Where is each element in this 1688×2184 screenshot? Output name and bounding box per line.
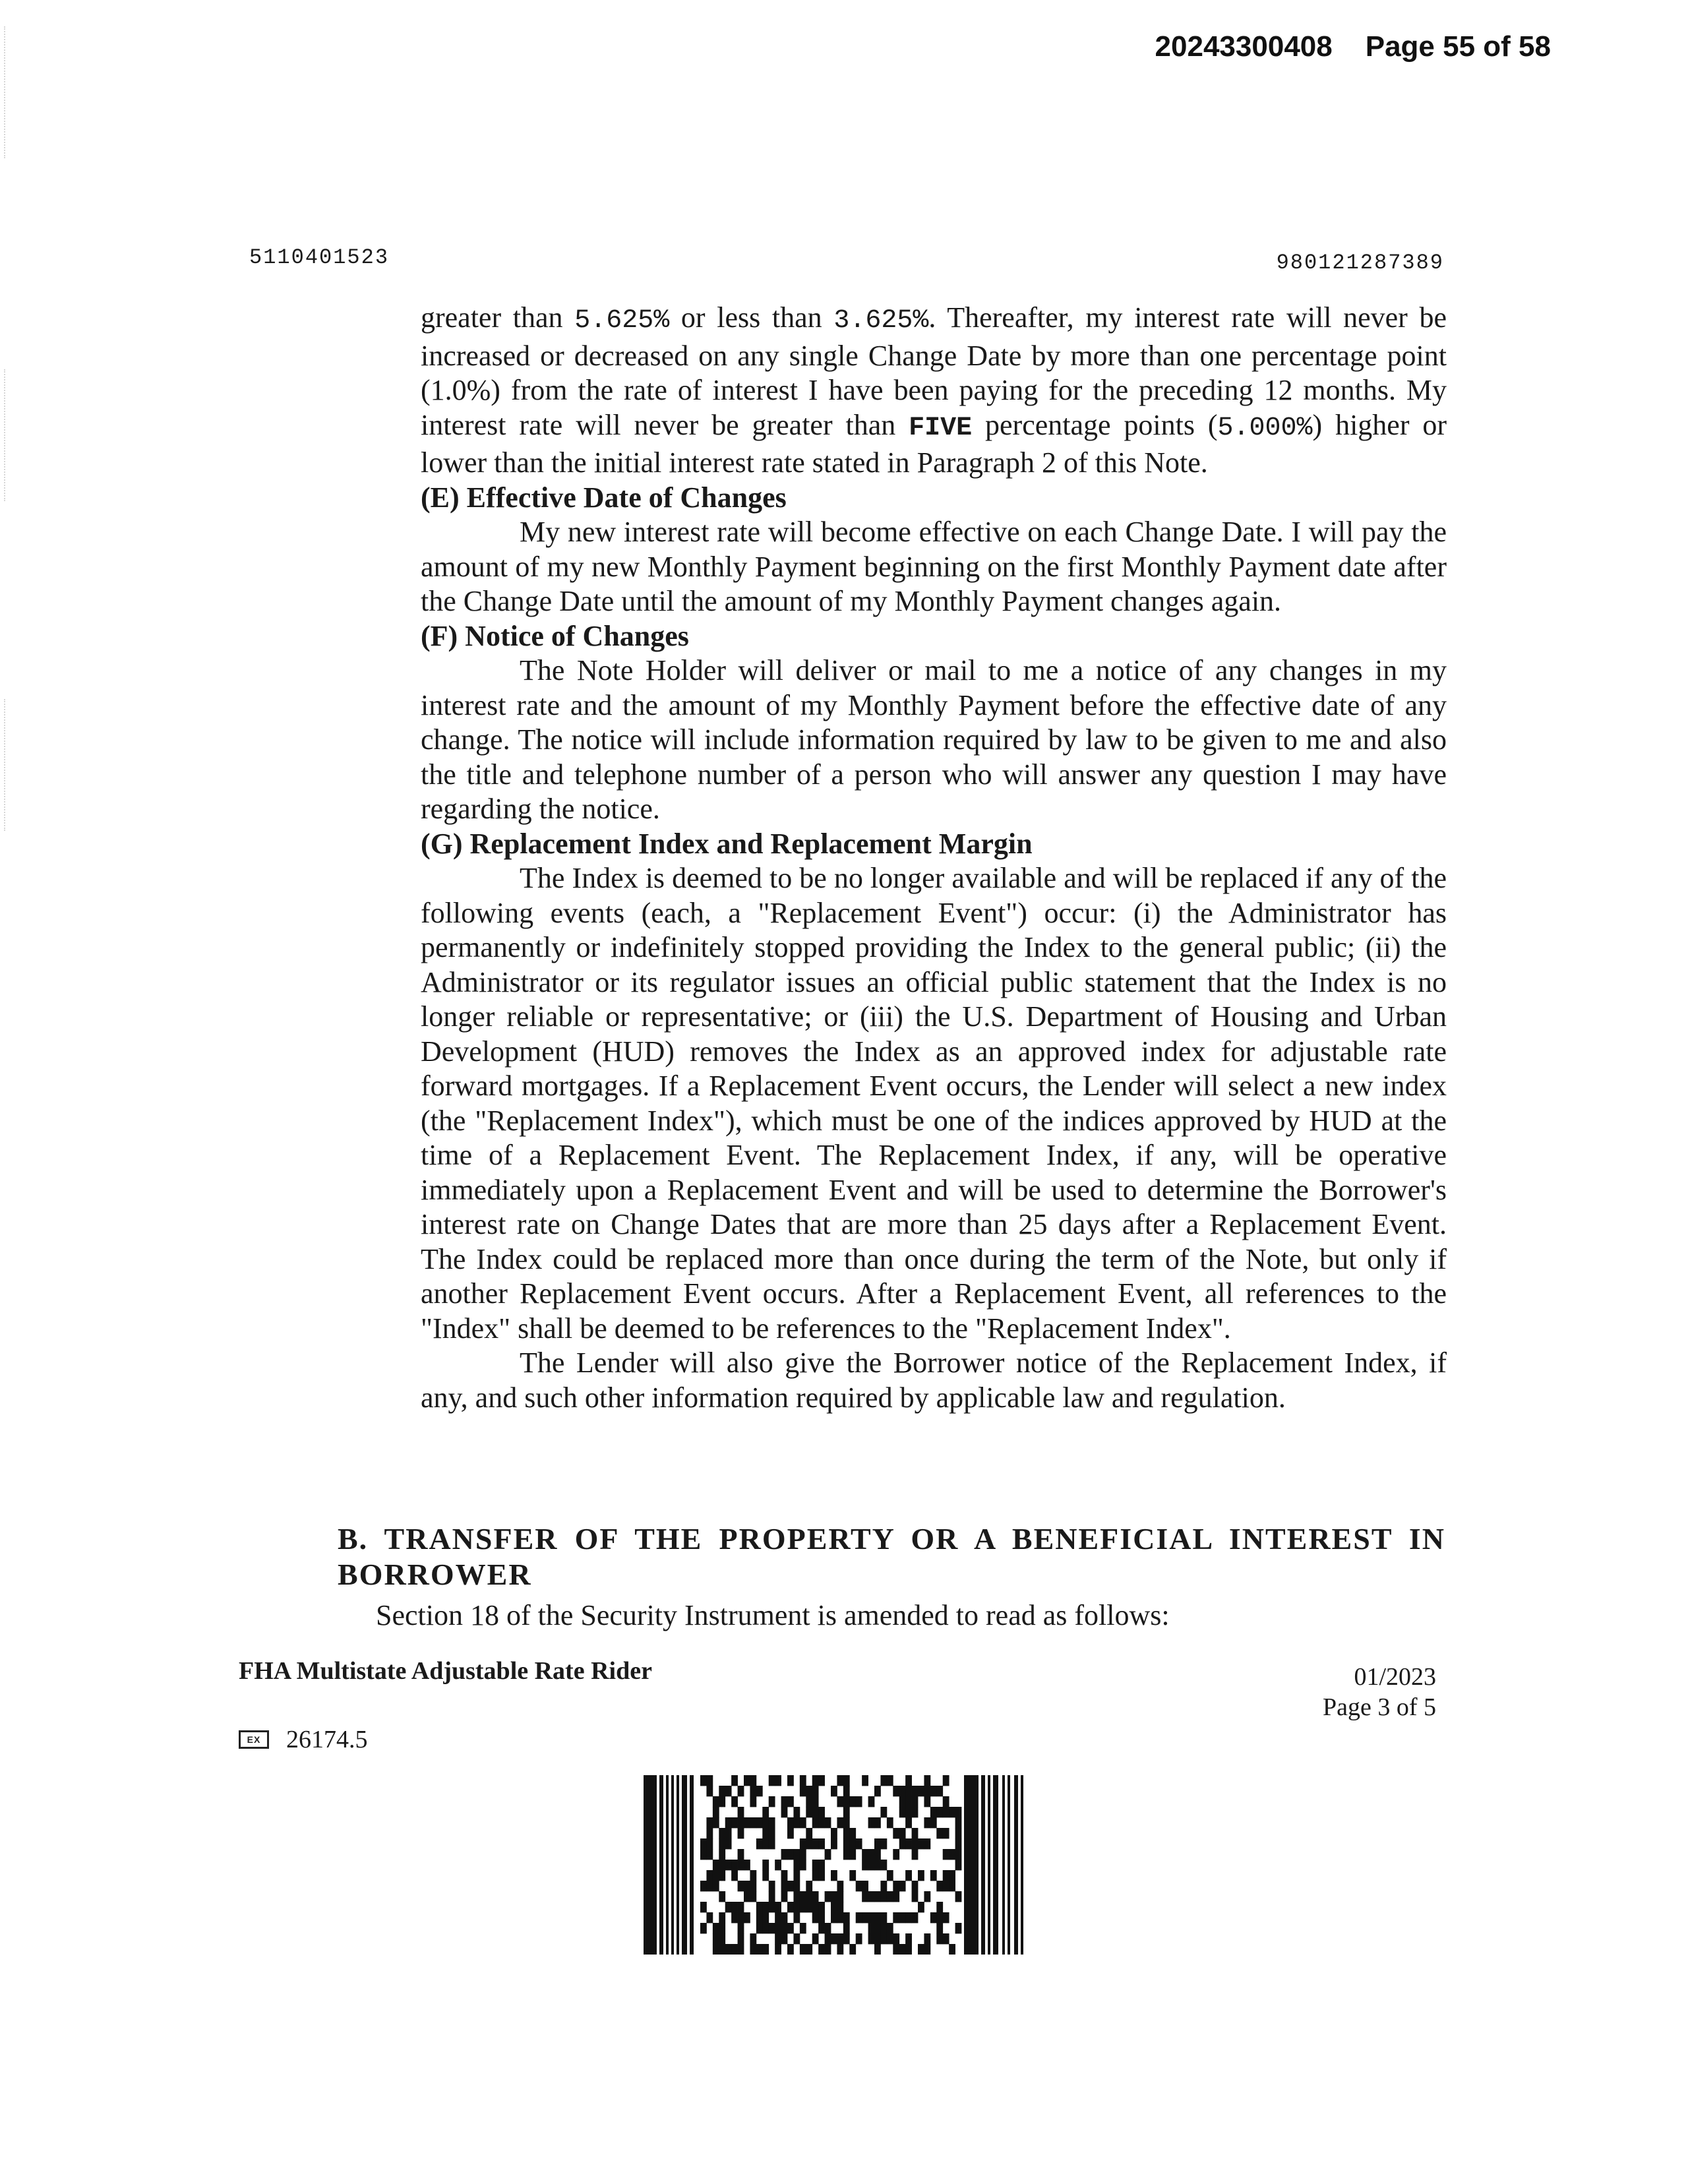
heading-effective-date: (E) Effective Date of Changes bbox=[421, 481, 787, 514]
document-body bbox=[421, 301, 1447, 1415]
heading-notice-of-changes: (F) Notice of Changes bbox=[421, 619, 689, 652]
ellie-mae-logo-icon: EX bbox=[239, 1730, 269, 1749]
paragraph-replacement-index: The Index is deemed to be no longer available and will be replaced if any of the following events (each, a "Replacement Event") occur: (i) the Administrator has permanently or indefinitely stopped providing the Index to the general public; (ii) the Administrator or its regulator issues an official public statement that the Index is no longer reliable or representative; or (iii) the U.S. Department of Housing and Urban Development (HUD) removes the Index as an approved index for adjustable rate forward mortgages. If a Replacement Event occurs, the Lender will select a new index (the "Replacement Index"), which must be one of the indices approved by HUD at the time of a Replacement Event. The Replacement Index, if any, will be operative immediately upon a Replacement Event and will be used to determine the Borrower's interest rate on Change Dates that are more than 25 days after a Replacement Event. The Index could be replaced more than once during the term of the Note, but only if another Replacement Event occurs. After a Replacement Event, all references to the "Index" shall be deemed to be references to the "Replacement Index". bbox=[421, 862, 1447, 1345]
form-code bbox=[239, 1725, 368, 1754]
recording-stamp bbox=[1155, 30, 1551, 63]
section-b-text: Section 18 of the Security Instrument is amended to read as follows: bbox=[376, 1599, 1170, 1631]
paragraph-effective-date: My new interest rate will become effective on each Change Date. I will pay the amount of my new Monthly Payment beginning on the first Monthly Payment date after the Change Date until the amount of my Monthly Payment changes again. bbox=[421, 516, 1447, 617]
pdf417-barcode-icon bbox=[644, 1775, 1026, 1955]
loan-number-left: 5110401523 bbox=[249, 245, 390, 270]
form-date: 01/2023 bbox=[1354, 1663, 1436, 1691]
scan-mark bbox=[4, 699, 11, 831]
loan-number-right: 980121287389 bbox=[1276, 251, 1444, 275]
form-code-number: 26174.5 bbox=[286, 1726, 368, 1753]
paragraph-notice-of-changes: The Note Holder will deliver or mail to me a notice of any changes in my interest rate and the amount of my Monthly Payment before the effective date of any change. The notice will include information required by law to be given to me and also the title and telephone number of a person who will answer any question I may have regarding the notice. bbox=[421, 654, 1447, 825]
form-page: Page 3 of 5 bbox=[1322, 1693, 1436, 1721]
paragraph-rate-limits: greater than 5.625% or less than 3.625%. Thereafter, my interest rate will never be increased or decreased on any single Change Date by more than one percentage point (1.0%) from the rate of interest I have been paying for the preceding 12 months. My interest rate will never be greater than FIVE percentage points (5.000%) higher or lower than the initial interest rate stated in Paragraph 2 of this Note. bbox=[421, 301, 1447, 479]
heading-replacement-index: (G) Replacement Index and Replacement Margin bbox=[421, 827, 1033, 860]
form-date-page bbox=[1323, 1662, 1436, 1722]
form-title: FHA Multistate Adjustable Rate Rider bbox=[239, 1657, 652, 1685]
page-counter: Page 55 of 58 bbox=[1365, 30, 1551, 63]
paragraph-replacement-notice: The Lender will also give the Borrower notice of the Replacement Index, if any, and such other information required by applicable law and regulation. bbox=[421, 1347, 1447, 1414]
section-b-heading: B. TRANSFER OF THE PROPERTY OR A BENEFICIAL INTEREST IN BORROWER bbox=[338, 1522, 1445, 1591]
document-number: 20243300408 bbox=[1155, 30, 1333, 63]
scan-mark bbox=[4, 26, 11, 158]
scan-mark bbox=[4, 369, 11, 501]
